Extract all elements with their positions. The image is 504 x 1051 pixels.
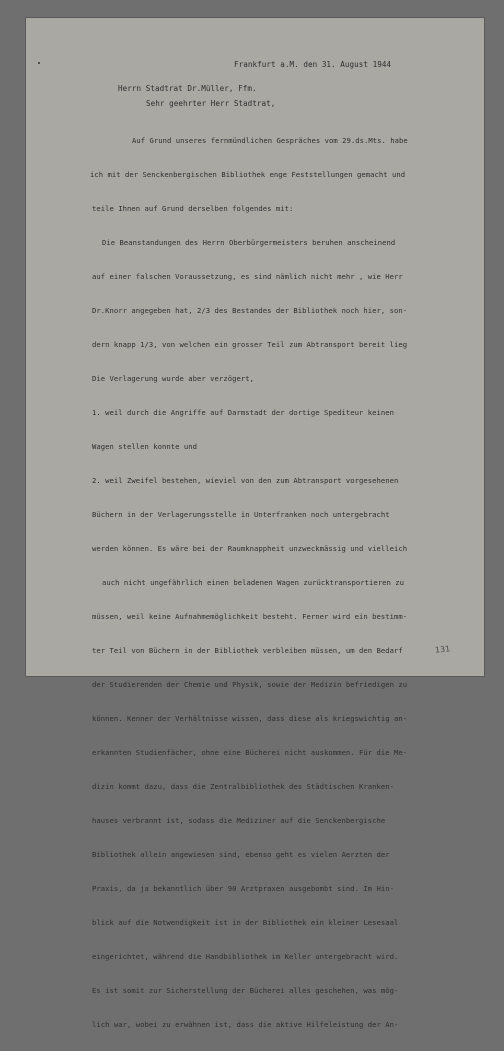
body-line: dizin kommt dazu, dass die Zentralbibliothek des Städtischen Kranken-: [92, 782, 395, 791]
body-line: Es ist somit zur Sicherstellung der Bücherei alles geschehen, was mög-: [92, 986, 399, 995]
letter-addressee: Herrn Stadtrat Dr.Müller, Ffm.: [118, 84, 257, 93]
body-line: müssen, weil keine Aufnahmemöglichkeit besteht. Ferner wird ein bestimm-: [92, 612, 408, 621]
body-line: 2. weil Zweifel bestehen, wieviel von den zum Abtransport vorgesehenen: [92, 476, 399, 485]
body-line: dern knapp 1/3, von welchen ein grosser Teil zum Abtransport bereit lieg: [92, 340, 408, 349]
letter-sheet: [26, 18, 484, 1029]
body-line: Bibliothek allein angewiesen sind, ebenso geht es vielen Aerzten der: [92, 850, 390, 859]
body-line: ter Teil von Büchern in der Bibliothek verbleiben müssen, um den Bedarf: [92, 646, 403, 655]
body-line: Auf Grund unseres fernmündlichen Gespräches vom 29.ds.Mts. habe: [132, 136, 408, 145]
body-line: lich war, wobei zu erwähnen ist, dass die aktive Hilfeleistung der An-: [92, 1020, 399, 1029]
body-line: Büchern in der Verlagerungsstelle in Unterfranken noch untergebracht: [92, 510, 390, 519]
folio-number: 131: [434, 644, 451, 655]
body-line: Die Verlagerung wurde aber verzögert,: [92, 374, 254, 383]
body-line: der Studierenden der Chemie und Physik, sowie der Medizin befriedigen zu: [92, 680, 408, 689]
body-line: auch nicht ungefährlich einen beladenen Wagen zurücktransportieren zu: [102, 578, 405, 587]
body-line: 1. weil durch die Angriffe auf Darmstadt der dortige Spediteur keinen: [92, 408, 395, 417]
paper-speck: [38, 62, 40, 64]
body-line: Dr.Knorr angegeben hat, 2/3 des Bestandes der Bibliothek noch hier, son-: [92, 306, 408, 315]
body-line: ich mit der Senckenbergischen Bibliothek enge Feststellungen gemacht und: [90, 170, 406, 179]
body-line: hauses verbrannt ist, sodass die Mediziner auf die Senckenbergische: [92, 816, 386, 825]
body-line: Wagen stellen konnte und: [92, 442, 198, 451]
body-line: blick auf die Notwendigkeit ist in der Bibliothek ein kleiner Lesesaal: [92, 918, 399, 927]
body-line: Praxis, da ja bekanntlich über 90 Arztpraxen ausgebombt sind. Im Hin-: [92, 884, 395, 893]
body-line: eingerichtet, während die Handbibliothek im Keller untergebracht wird.: [92, 952, 399, 961]
body-line: teile Ihnen auf Grund derselben folgendes mit:: [92, 204, 294, 213]
body-line: Die Beanstandungen des Herrn Oberbürgermeisters beruhen anscheinend: [102, 238, 396, 247]
letter-dateline: Frankfurt a.M. den 31. August 1944: [234, 60, 392, 69]
body-line: können. Kenner der Verhältnisse wissen, dass diese als kriegswichtig an-: [92, 714, 408, 723]
letter-salutation: Sehr geehrter Herr Stadtrat,: [146, 99, 276, 108]
letter-body: [92, 115, 408, 1051]
body-line: auf einer falschen Voraussetzung, es sind nämlich nicht mehr , wie Herr: [92, 272, 403, 281]
body-line: erkannten Studienfächer, ohne eine Bücherei nicht auskommen. Für die Me-: [92, 748, 408, 757]
body-line: werden können. Es wäre bei der Raumknappheit unzweckmässig und vielleich: [92, 544, 408, 553]
